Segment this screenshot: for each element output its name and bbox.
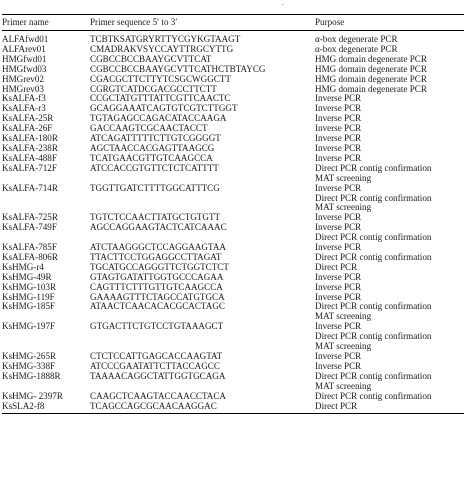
primer-sequence-cell: CCGCTATGTTTATTCGTTCAACTC [90, 94, 231, 104]
primer-sequence-cell: CAAGCTCAAGTACCAACCTACA [90, 391, 226, 401]
header-row [2, 15, 464, 31]
primer-name-cell: KsALFA-725R [2, 213, 58, 223]
purpose-line: Direct PCR contig confirmation [315, 391, 432, 401]
table-row [2, 75, 464, 85]
purpose-cell [315, 164, 464, 184]
primer-sequence-cell: CTCTCCATTGAGCACCAAGTAT [90, 352, 223, 361]
primer-name-cell: KsALFA-238R [2, 143, 58, 153]
primer-name-cell: HMGrev03 [2, 84, 44, 94]
table-row [2, 104, 464, 114]
table-row [2, 154, 464, 164]
primer-name-cell: KsALFA-714R [2, 183, 58, 193]
primer-name-cell: HMGfwd03 [2, 64, 47, 74]
primer-table [2, 14, 464, 414]
header-purpose: Purpose [315, 15, 464, 31]
primer-name-cell: KsALFA-f3 [2, 94, 46, 104]
purpose-cell [315, 134, 464, 144]
table-row [2, 263, 464, 273]
purpose-line: Inverse PCR [315, 104, 362, 114]
table-row [2, 362, 464, 372]
primer-name-cell: KsHMG-265R [2, 352, 57, 361]
primer-sequence-cell: TGTCTCCAACTTATGCTGTGTT [90, 213, 221, 223]
purpose-cell [315, 392, 464, 402]
purpose-cell [315, 45, 464, 55]
primer-name-cell: KsHMG-103R [2, 282, 57, 292]
purpose-cell [315, 293, 464, 303]
purpose-line: Inverse PCR [315, 114, 362, 124]
purpose-line: Inverse PCR [315, 352, 362, 361]
primer-name-cell: ALFAfwd01 [2, 34, 49, 44]
primer-sequence-cell: GACCAAGTCGCAACTACCT [90, 124, 208, 134]
purpose-line: MAT screening [315, 202, 372, 213]
primer-sequence-cell: ATCTAAGGGCTCCAGGAAGTAA [90, 243, 226, 253]
purpose-line: Inverse PCR [315, 223, 362, 233]
purpose-line: Direct PCR contig confirmation [315, 371, 432, 381]
purpose-cell [315, 402, 464, 414]
primer-sequence-cell: CGBCCBCCBAAYGCVTTCAT [90, 54, 212, 64]
primer-sequence-cell: ATCCCGAATATTCTTACCAGCC [90, 361, 220, 371]
purpose-cell [315, 144, 464, 154]
primer-name-cell: KsHMG-197F [2, 322, 56, 332]
purpose-line: HMG domain degenerate PCR [315, 84, 427, 94]
table-row [2, 184, 464, 214]
purpose-line: α-box degenerate PCR [315, 44, 398, 54]
top-mark: . [282, 0, 284, 7]
table-row [2, 283, 464, 293]
purpose-line: Inverse PCR [315, 124, 362, 134]
purpose-line: Direct PCR contig confirmation [315, 331, 432, 342]
purpose-cell [315, 362, 464, 372]
table-row [2, 164, 464, 184]
purpose-cell [315, 65, 464, 75]
primer-name-cell: KsSLA2-f8 [2, 402, 90, 414]
primer-sequence-cell: GTAGTGATATTGGTGCCCAGAA [90, 272, 224, 282]
primer-sequence-cell: CGACGCTTCTTYTCSGCWGGCTT [90, 74, 231, 84]
purpose-cell [315, 283, 464, 293]
purpose-line: Direct PCR [315, 401, 358, 411]
primer-name-cell: KsHMG- 2397R [2, 391, 63, 401]
purpose-cell [315, 154, 464, 164]
purpose-line: HMG domain degenerate PCR [315, 74, 427, 84]
purpose-line: α-box degenerate PCR [315, 34, 398, 44]
table-row [2, 55, 464, 65]
purpose-line: Inverse PCR [315, 94, 362, 104]
primer-sequence-cell: TAAAACAGGCTATTGGTGCAGA [90, 371, 226, 381]
table-row [2, 392, 464, 402]
table-row [2, 372, 464, 392]
purpose-line: Inverse PCR [315, 322, 362, 332]
purpose-line: Inverse PCR [315, 361, 362, 371]
primer-sequence-cell: GTGACTTCTGTCCTGTAAAGCT [90, 322, 224, 332]
table-row [2, 302, 464, 322]
purpose-cell [315, 253, 464, 263]
purpose-line: Inverse PCR [315, 282, 362, 292]
purpose-cell [315, 31, 464, 45]
purpose-line: Direct PCR contig confirmation [315, 302, 432, 312]
primer-sequence-cell: AGCTAACCACGAGTTAAGCG [90, 143, 215, 153]
primer-sequence-cell: TTACTTCCTGGAGGCCTTAGAT [90, 252, 222, 262]
table-row [2, 124, 464, 134]
primer-sequence-cell: ATCCACCGTGTTCTCTCATTTT [90, 163, 219, 173]
table-row [2, 31, 464, 45]
table-row [2, 85, 464, 95]
primer-name-cell: KsALFA-749F [2, 223, 57, 233]
primer-sequence-cell: TGCATGCCAGGGTTCTGGTCTCT [90, 262, 229, 272]
purpose-cell [315, 124, 464, 134]
primer-name-cell: KsALFA-25R [2, 114, 54, 124]
table-row [2, 273, 464, 283]
purpose-cell [315, 273, 464, 283]
purpose-line: Inverse PCR [315, 183, 362, 193]
primer-sequence-cell: TGGTTGATCTTTTGGCATTTCG [90, 183, 220, 193]
header-primer-sequence: Primer sequence 5′ to 3′ [90, 15, 315, 31]
primer-sequence-cell: GAAAAGTTTCTAGCCATGTGCA [90, 292, 225, 302]
purpose-line: Direct PCR contig confirmation [315, 163, 432, 173]
table-row [2, 352, 464, 362]
purpose-line: Inverse PCR [315, 143, 362, 153]
primer-name-cell: KsALFA-180R [2, 134, 58, 144]
primer-name-cell: KsHMG-119F [2, 292, 55, 302]
primer-name-cell: KsALFA-785F [2, 243, 57, 253]
primer-sequence-cell: CGBCCBCCBAAYGCVTTCATHCTBTAYCG [90, 64, 266, 74]
primer-sequence-cell: TGTAGAGCCAGACATACCAAGA [90, 114, 227, 124]
purpose-line: MAT screening [315, 311, 372, 322]
purpose-cell [315, 75, 464, 85]
purpose-line: MAT screening [315, 380, 372, 391]
purpose-cell [315, 114, 464, 124]
primer-sequence-cell: AGCCAGGAAGTACTCATCAAAC [90, 223, 227, 233]
purpose-line: Inverse PCR [315, 292, 362, 302]
primer-sequence-cell: ATAACTCAACACACGCACTAGC [90, 302, 225, 312]
table-row [2, 253, 464, 263]
purpose-cell [315, 352, 464, 362]
purpose-cell [315, 94, 464, 104]
table-row [2, 45, 464, 55]
primer-name-cell: KsHMG-r4 [2, 262, 44, 272]
primer-sequence-cell: TCBTKSATGRYRTTYCGYKGTAAGT [90, 34, 241, 44]
primer-sequence-cell: TCAGCCAGCGCAACAAGGAC [90, 402, 315, 414]
primer-name-cell: KsALFA-806R [2, 252, 58, 262]
purpose-line: HMG domain degenerate PCR [315, 54, 427, 64]
purpose-cell [315, 213, 464, 223]
primer-sequence-cell: ATCAGATTTTTCTTGTCGGGGT [90, 134, 221, 144]
primer-sequence-cell: CMADRAKVSYCCAYTTRGCYTTG [90, 44, 234, 54]
table-row [2, 144, 464, 154]
purpose-line: Direct PCR [315, 262, 358, 272]
primer-name-cell: KsHMG-185F [2, 302, 56, 312]
purpose-cell [315, 372, 464, 392]
purpose-line: Direct PCR contig confirmation [315, 192, 432, 203]
purpose-line: Direct PCR contig confirmation [315, 252, 432, 262]
primer-sequence-cell: GCAGGAAATCAGTGTCGTCTTGGT [90, 104, 238, 114]
purpose-line: HMG domain degenerate PCR [315, 64, 427, 74]
primer-name-cell: KsALFA-r3 [2, 104, 46, 114]
primer-name-cell: HMGrev02 [2, 74, 44, 84]
purpose-cell [315, 55, 464, 65]
primer-name-cell: KsHMG-338F [2, 361, 56, 371]
table-row [2, 94, 464, 104]
primer-name-cell: KsHMG-49R [2, 272, 52, 282]
purpose-line: Direct PCR contig confirmation [315, 232, 432, 243]
purpose-line: Inverse PCR [315, 243, 362, 253]
table-row [2, 213, 464, 223]
table-row [2, 243, 464, 253]
primer-name-cell: KsALFA-26F [2, 124, 53, 134]
purpose-line: Inverse PCR [315, 153, 362, 163]
purpose-cell [315, 243, 464, 253]
table-row [2, 134, 464, 144]
table-row [2, 114, 464, 124]
primer-name-cell: HMGfwd01 [2, 54, 47, 64]
header-primer-name: Primer name [2, 15, 90, 31]
purpose-cell [315, 85, 464, 95]
table-row [2, 402, 464, 414]
purpose-cell [315, 184, 464, 214]
purpose-line: MAT screening [315, 341, 372, 352]
purpose-line: MAT screening [315, 172, 372, 183]
purpose-cell [315, 104, 464, 114]
primer-sequence-cell: TCATGAACGTTGTCAAGCCA [90, 153, 213, 163]
purpose-line: Inverse PCR [315, 213, 362, 223]
purpose-line: Inverse PCR [315, 134, 362, 144]
primer-name-cell: ALFArev01 [2, 44, 46, 54]
purpose-cell [315, 322, 464, 352]
purpose-cell [315, 302, 464, 322]
purpose-line: Inverse PCR [315, 272, 362, 282]
table-row [2, 293, 464, 303]
primer-sequence-cell: CAGTTTCTTTGTTGTCAAGCCA [90, 282, 223, 292]
primer-name-cell: KsALFA-488F [2, 153, 57, 163]
purpose-cell [315, 263, 464, 273]
table-row [2, 223, 464, 243]
table-row [2, 322, 464, 352]
table-row [2, 65, 464, 75]
primer-name-cell: KsHMG-1888R [2, 371, 61, 381]
primer-sequence-cell: CGRGTCATDCGACGCCTTCTT [90, 84, 217, 94]
purpose-cell [315, 223, 464, 243]
primer-name-cell: KsALFA-712F [2, 163, 57, 173]
